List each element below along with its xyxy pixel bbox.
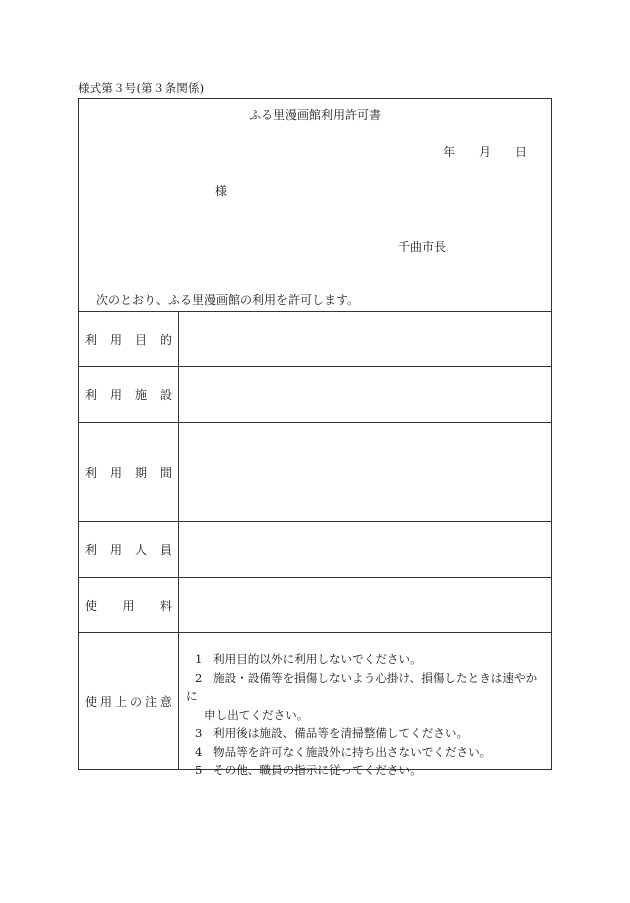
addressee-suffix: 様	[215, 184, 228, 198]
label-char: 上	[114, 694, 127, 709]
note-item	[186, 761, 547, 780]
field-facility[interactable]	[179, 367, 551, 422]
field-fee[interactable]	[179, 578, 551, 632]
label-period	[79, 423, 179, 521]
label-char: 設	[159, 388, 172, 402]
label-char: 用	[109, 388, 122, 402]
date-day-label: 日	[515, 145, 528, 159]
note-text: 施設・設備等を損傷しないよう心掛け、損傷したときは速やかに	[186, 670, 538, 703]
note-number: 5	[195, 763, 203, 777]
label-char: 意	[159, 694, 172, 709]
note-text: 物品等を許可なく施設外に持ち出さないでください。	[213, 744, 492, 759]
row-facility	[79, 367, 551, 423]
label-char: 利	[85, 332, 98, 347]
label-char: 注	[144, 694, 157, 709]
notes-list	[186, 650, 547, 780]
note-continuation: 申し出てください。	[204, 707, 309, 722]
label-purpose	[79, 312, 179, 366]
issuer-name: 千曲市長	[398, 240, 447, 254]
form-header	[79, 99, 551, 312]
note-number: 4	[195, 744, 203, 759]
permission-statement: 次のとおり、ふる里漫画館の利用を許可します。	[96, 293, 360, 307]
label-char: 員	[159, 543, 172, 557]
row-period	[79, 423, 551, 522]
form-caption: 様式第３号(第３条関係)	[78, 81, 205, 95]
label-char: 目	[134, 332, 147, 347]
note-number: 1	[195, 652, 203, 666]
note-number: 2	[195, 670, 203, 685]
row-fee	[79, 578, 551, 633]
label-char: 利	[85, 388, 98, 402]
label-fee	[79, 578, 179, 632]
note-text: その他、職員の指示に従ってください。	[213, 763, 422, 777]
label-char: 用	[109, 465, 122, 480]
row-purpose	[79, 312, 551, 367]
label-char: 料	[159, 598, 172, 613]
permit-form	[78, 98, 552, 777]
note-text: 利用目的以外に利用しないでください。	[213, 652, 422, 666]
note-item	[186, 743, 547, 762]
document-title: ふる里漫画館利用許可書	[248, 108, 381, 122]
label-char: 使	[85, 694, 98, 709]
note-item	[186, 650, 547, 669]
note-number: 3	[195, 726, 203, 740]
label-facility	[79, 367, 179, 422]
label-char: 間	[159, 465, 172, 480]
label-char: 期	[134, 465, 147, 480]
label-char: 施	[134, 388, 147, 402]
note-text: 利用後は施設、備品等を清掃整備してください。	[213, 726, 469, 740]
label-char: 用	[109, 332, 122, 347]
label-char: 用	[122, 598, 135, 613]
note-item	[186, 724, 547, 743]
label-notes	[79, 633, 179, 769]
note-item	[186, 669, 547, 725]
label-char: 使	[85, 598, 98, 613]
row-people	[79, 522, 551, 578]
date-month-label: 月	[479, 145, 492, 159]
date-line	[443, 143, 527, 160]
label-char: 用	[99, 694, 112, 709]
field-purpose[interactable]	[179, 312, 551, 366]
field-people[interactable]	[179, 522, 551, 577]
label-people	[79, 522, 179, 577]
field-period[interactable]	[179, 423, 551, 521]
label-char: 人	[134, 543, 147, 557]
label-char: 用	[109, 543, 122, 557]
form-rows	[79, 312, 551, 777]
label-char: 利	[85, 465, 98, 480]
label-char: 的	[159, 332, 172, 347]
row-notes	[79, 633, 551, 777]
label-char: 利	[85, 543, 98, 557]
label-char: の	[129, 694, 142, 709]
date-year-label: 年	[443, 145, 456, 159]
